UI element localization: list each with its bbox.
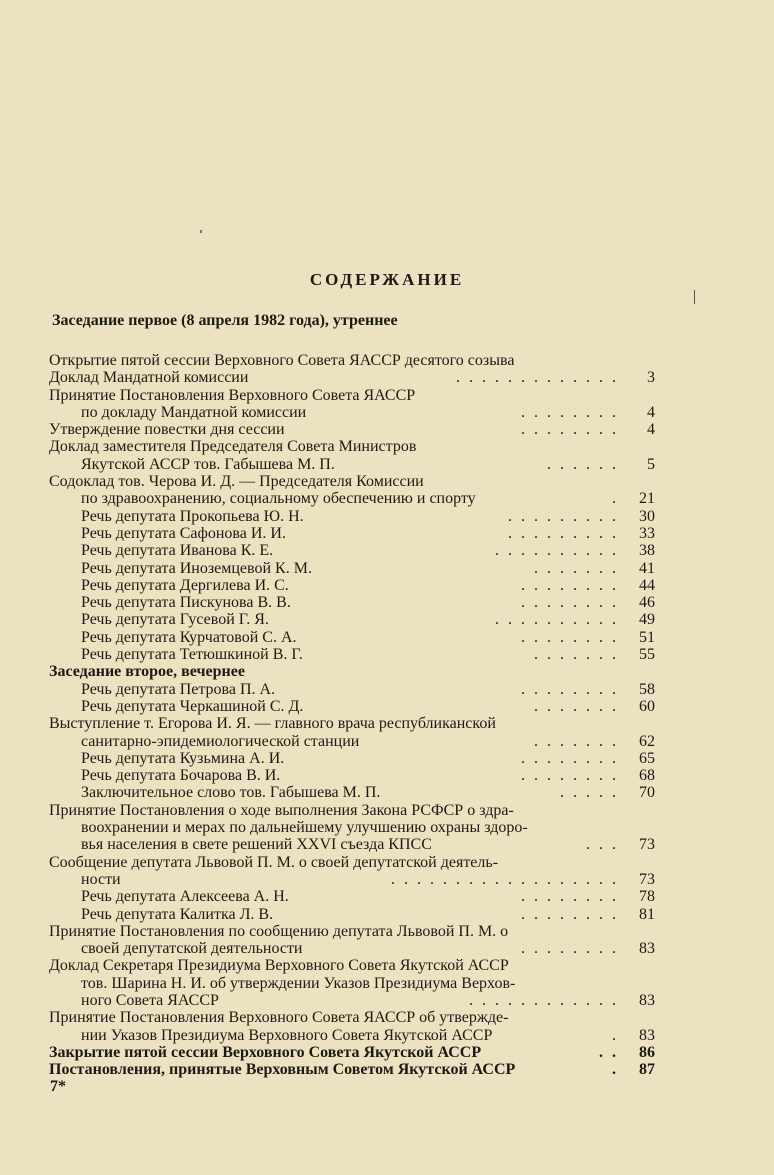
- toc-entry: [49, 957, 655, 974]
- leader-dots: .......: [534, 697, 625, 715]
- toc-entry: [49, 525, 655, 542]
- toc-entry: [49, 1044, 655, 1061]
- toc-entry: [49, 767, 655, 784]
- entry-title: Речь депутата Прокопьева Ю. Н.: [81, 507, 304, 525]
- entry-title: вья населения в свете решений XXVI съезда КПСС: [81, 836, 432, 854]
- entry-title: Речь депутата Алексеева А. Н.: [81, 888, 289, 906]
- toc-entry: [49, 577, 655, 594]
- entry-title: санитарно-эпидемиологической станции: [81, 732, 360, 750]
- entry-page: 4: [647, 403, 655, 421]
- leader-dots: .........: [508, 524, 625, 542]
- entry-title: ного Совета ЯАССР: [81, 991, 219, 1009]
- toc-entry: [49, 802, 655, 819]
- entry-title: Заседание второе, вечернее: [49, 663, 245, 681]
- toc-entry: [49, 490, 655, 507]
- entry-title: Принятие Постановления Верховного Совета ЯАССР об утвержде-: [49, 1009, 509, 1027]
- leader-dots: ........: [521, 421, 625, 439]
- toc-entry: [49, 508, 655, 525]
- toc-entry: [49, 1009, 655, 1026]
- toc-entry: [49, 594, 655, 611]
- entry-page: 4: [647, 421, 655, 439]
- entry-title: Речь депутата Гусевой Г. Я.: [81, 611, 269, 629]
- entry-page: 78: [639, 888, 655, 906]
- leader-dots: ........: [521, 680, 625, 698]
- toc-entry: [49, 750, 655, 767]
- page-title: СОДЕРЖАНИЕ: [309, 270, 465, 289]
- toc-entry: [49, 629, 655, 646]
- toc-entry: [49, 369, 655, 386]
- toc-entry: [49, 698, 655, 715]
- entry-page: 33: [639, 524, 655, 542]
- entry-title: Доклад Секретаря Президиума Верховного Совета Якутской АССР: [49, 957, 509, 975]
- toc-entry: [49, 715, 655, 732]
- entry-title: Речь депутата Пискунова В. В.: [81, 594, 291, 612]
- leader-dots: ........: [521, 576, 625, 594]
- entry-page: 5: [647, 455, 655, 473]
- entry-page: 68: [639, 767, 655, 785]
- toc-entry: [49, 975, 655, 992]
- toc-entry: [49, 854, 655, 871]
- entry-page: 3: [647, 369, 655, 387]
- entry-title: Якутской АССР тов. Габышева М. П.: [81, 455, 335, 473]
- toc-entry: [49, 542, 655, 559]
- leader-dots: .: [612, 1061, 625, 1079]
- entry-title: Утверждение повестки дня сессии: [49, 421, 285, 439]
- toc-entry: [49, 888, 655, 905]
- entry-title: Закрытие пятой сессии Верховного Совета Якутской АССР: [49, 1043, 482, 1061]
- entry-title: Речь депутата Калитка Л. В.: [81, 905, 274, 923]
- toc-entry: [49, 733, 655, 750]
- toc-entry: [49, 560, 655, 577]
- section-heading: Заседание первое (8 апреля 1982 года), утреннее: [52, 312, 398, 329]
- entry-title: Речь депутата Бочарова В. И.: [81, 767, 281, 785]
- leader-dots: ........: [521, 767, 625, 785]
- toc-entry: [49, 836, 655, 853]
- signature-mark: 7*: [50, 1078, 66, 1095]
- toc-entry: [49, 819, 655, 836]
- leader-dots: ........: [521, 628, 625, 646]
- leader-dots: ...: [586, 836, 625, 854]
- entry-page: 73: [639, 836, 655, 854]
- toc-entry: [49, 923, 655, 940]
- toc-section-heading: [49, 663, 655, 680]
- entry-title: Содоклад тов. Черова И. Д. — Председателя Комиссии: [49, 473, 424, 491]
- entry-title: Открытие пятой сессии Верховного Совета ЯАССР десятого созыва: [49, 352, 515, 369]
- toc-entry: [49, 871, 655, 888]
- entry-title: Принятие Постановления о ходе выполнения Закона РСФСР о здра-: [49, 801, 514, 819]
- entry-page: 86: [639, 1043, 655, 1061]
- entry-page: 58: [639, 680, 655, 698]
- entry-title: по здравоохранению, социальному обеспечению и спорту: [81, 490, 476, 508]
- leader-dots: .......: [534, 646, 625, 664]
- entry-title: своей депутатской деятельности: [81, 940, 303, 958]
- toc-entry: [49, 646, 655, 663]
- entry-page: 46: [639, 594, 655, 612]
- entry-page: 65: [639, 749, 655, 767]
- entry-page: 30: [639, 507, 655, 525]
- entry-page: 44: [639, 576, 655, 594]
- entry-page: 55: [639, 646, 655, 664]
- entry-title: Речь депутата Курчатовой С. А.: [81, 628, 297, 646]
- entry-title: по докладу Мандатной комиссии: [81, 403, 307, 421]
- entry-title: Речь депутата Дергилева И. С.: [81, 576, 289, 594]
- leader-dots: ........: [521, 905, 625, 923]
- entry-title: нии Указов Президиума Верховного Совета Якутской АССР: [81, 1026, 493, 1044]
- entry-title: Выступление т. Егорова И. Я. — главного врача республиканской: [49, 715, 496, 733]
- entry-title: Заключительное слово тов. Габышева М. П.: [81, 784, 381, 802]
- entry-page: 21: [639, 490, 655, 508]
- leader-dots: ..................: [391, 870, 625, 888]
- leader-dots: ......: [547, 455, 625, 473]
- entry-title: Речь депутата Иванова К. Е.: [81, 542, 274, 560]
- entry-title: Речь депутата Петрова П. А.: [81, 680, 276, 698]
- entry-title: Речь депутата Сафонова И. И.: [81, 524, 286, 542]
- leader-dots: ..........: [495, 611, 625, 629]
- leader-dots: .............: [456, 369, 625, 387]
- leader-dots: .......: [534, 559, 625, 577]
- entry-title: Речь депутата Кузьмина А. И.: [81, 749, 285, 767]
- entry-page: 87: [639, 1061, 655, 1079]
- leader-dots: ........: [521, 403, 625, 421]
- leader-dots: ........: [521, 888, 625, 906]
- toc-entry: [49, 940, 655, 957]
- toc-entry: [49, 404, 655, 421]
- entry-title: тов. Шарина Н. И. об утверждении Указов Президиума Верхов-: [81, 974, 516, 992]
- leader-dots: ..........: [495, 542, 625, 560]
- entry-title: Речь депутата Тетюшкиной В. Г.: [81, 646, 303, 664]
- leader-dots: .......: [534, 732, 625, 750]
- leader-dots: ..: [599, 1043, 625, 1061]
- entry-title: воохранении и мерах по дальнейшему улучшению охраны здоро-: [81, 819, 528, 837]
- entry-page: 83: [639, 991, 655, 1009]
- entry-title: ности: [81, 870, 121, 888]
- entry-page: 81: [639, 905, 655, 923]
- toc-entry: [49, 438, 655, 455]
- leader-dots: ........: [521, 594, 625, 612]
- entry-title: Сообщение депутата Львовой П. М. о своей депутатской деятель-: [49, 853, 499, 871]
- leader-dots: ........: [521, 940, 625, 958]
- toc-entry: [49, 387, 655, 404]
- toc-entry: [49, 1027, 655, 1044]
- entry-title: Принятие Постановления Верховного Совета ЯАССР: [49, 386, 416, 404]
- leader-dots: .: [612, 1026, 625, 1044]
- toc-entry: [49, 681, 655, 698]
- toc-entry: [49, 1061, 655, 1078]
- toc-entry: [49, 784, 655, 801]
- toc-entry: [49, 473, 655, 490]
- entry-page: 62: [639, 732, 655, 750]
- table-of-contents: [49, 352, 655, 1078]
- toc-entry: [49, 992, 655, 1009]
- leader-dots: ............: [469, 991, 625, 1009]
- toc-entry: [49, 352, 655, 369]
- entry-page: 49: [639, 611, 655, 629]
- paper-speck: [200, 230, 202, 233]
- entry-page: 38: [639, 542, 655, 560]
- entry-title: Речь депутата Иноземцевой К. М.: [81, 559, 312, 577]
- leader-dots: .....: [560, 784, 625, 802]
- entry-title: Принятие Постановления по сообщению депутата Львовой П. М. о: [49, 922, 509, 940]
- entry-title: Постановления, принятые Верховным Советом Якутской АССР: [49, 1061, 516, 1079]
- toc-entry: [49, 421, 655, 438]
- entry-page: 41: [639, 559, 655, 577]
- entry-title: Доклад заместителя Председателя Совета Министров: [49, 438, 417, 456]
- entry-page: 83: [639, 1026, 655, 1044]
- toc-entry: [49, 456, 655, 473]
- toc-entry: [49, 611, 655, 628]
- entry-page: 70: [639, 784, 655, 802]
- margin-mark: [694, 290, 695, 304]
- leader-dots: .........: [508, 507, 625, 525]
- entry-page: 73: [639, 870, 655, 888]
- toc-entry: [49, 906, 655, 923]
- entry-title: Доклад Мандатной комиссии: [49, 369, 249, 387]
- entry-page: 83: [639, 940, 655, 958]
- leader-dots: ........: [521, 749, 625, 767]
- entry-page: 51: [639, 628, 655, 646]
- entry-title: Речь депутата Черкашиной С. Д.: [81, 697, 304, 715]
- leader-dots: .: [612, 490, 625, 508]
- entry-page: 60: [639, 697, 655, 715]
